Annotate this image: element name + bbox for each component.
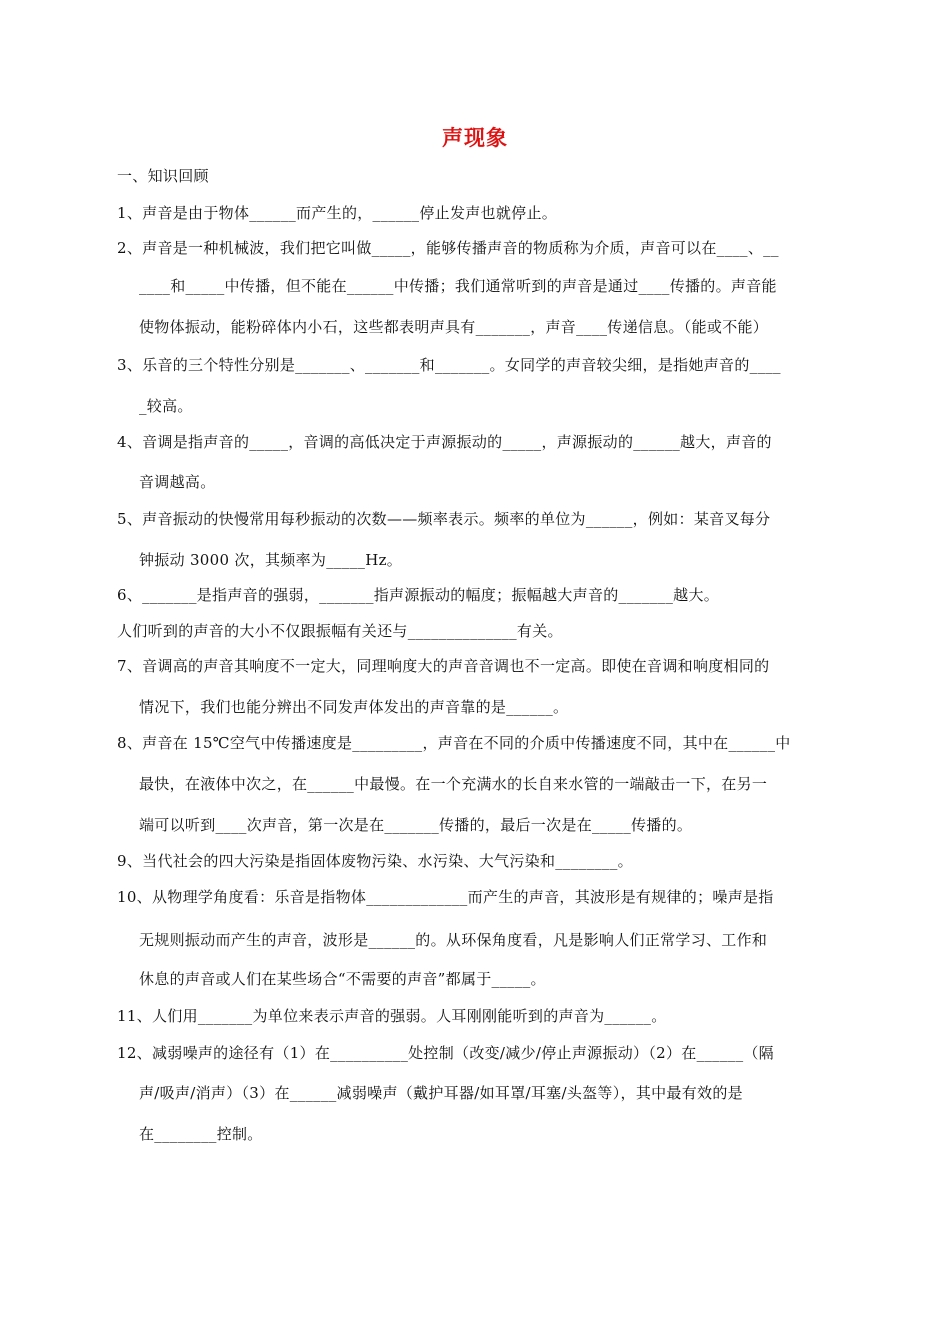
question-3-line-2: _较高。	[139, 397, 193, 415]
question-5-line-1: 5、声音振动的快慢常用每秒振动的次数——频率表示。频率的单位为______，例如：某音叉每分	[117, 510, 771, 528]
question-8-line-3: 端可以听到____次声音，第一次是在_______传播的，最后一次是在_____传播的。	[139, 816, 693, 834]
question-12-line-1: 12、减弱噪声的途径有（1）在__________处控制（改变/减少/停止声源振动）（2）在______（隔	[117, 1044, 774, 1062]
question-7-line-2: 情况下，我们也能分辨出不同发声体发出的声音靠的是______。	[139, 698, 569, 716]
question-2-line-1: 2、声音是一种机械波，我们把它叫做_____，能够传播声音的物质称为介质，声音可以在____、__	[117, 239, 779, 257]
question-12-line-2: 声/吸声/消声）（3）在______减弱噪声（戴护耳器/如耳罩/耳塞/头盔等），其中最有效的是	[139, 1084, 743, 1102]
question-2-line-2: ____和_____中传播，但不能在______中传播；我们通常听到的声音是通过____传播的。声音能	[139, 277, 777, 295]
question-4-line-1: 4、音调是指声音的_____，音调的高低决定于声源振动的_____，声源振动的______越大，声音的	[117, 433, 772, 451]
section-heading: 一、知识回顾	[117, 167, 209, 185]
question-4-line-2: 音调越高。	[139, 473, 216, 491]
question-6-line-1: 6、_______是指声音的强弱，_______指声源振动的幅度；振幅越大声音的_______越大。	[117, 586, 720, 604]
question-10-line-1: 10、从物理学角度看：乐音是指物体_____________而产生的声音，其波形是有规律的；噪声是指	[117, 888, 774, 906]
question-8-line-2: 最快，在液体中次之，在______中最慢。在一个充满水的长自来水管的一端敲击一下，在另一	[139, 775, 768, 793]
question-2-line-3: 使物体振动，能粉碎体内小石，这些都表明声具有_______，声音____传递信息。（能或不能）	[139, 318, 769, 336]
question-9-line-1: 9、当代社会的四大污染是指固体废物污染、水污染、大气污染和________。	[117, 852, 633, 870]
question-7-line-1: 7、音调高的声音其响度不一定大，同理响度大的声音音调也不一定高。即使在音调和响度相同的	[117, 657, 770, 675]
question-6-line-2: 人们听到的声音的大小不仅跟振幅有关还与______________有关。	[117, 622, 563, 640]
question-8-line-1: 8、声音在 15℃空气中传播速度是_________，声音在不同的介质中传播速度不同，其中在______中	[117, 734, 791, 752]
question-1-line-1: 1、声音是由于物体______而产生的，______停止发声也就停止。	[117, 204, 558, 222]
question-3-line-1: 3、乐音的三个特性分别是_______、_______和_______。女同学的声音较尖细，是指她声音的____	[117, 356, 781, 374]
document-title: 声现象	[442, 126, 508, 150]
question-12-line-3: 在________控制。	[139, 1125, 263, 1143]
question-5-line-2: 钟振动 3000 次，其频率为_____Hz。	[139, 551, 403, 569]
question-10-line-2: 无规则振动而产生的声音，波形是______的。从环保角度看，凡是影响人们正常学习、工作和	[139, 931, 768, 949]
question-11-line-1: 11、人们用_______为单位来表示声音的强弱。人耳刚刚能听到的声音为______。	[117, 1007, 667, 1025]
question-10-line-3: 休息的声音或人们在某些场合“不需要的声音”都属于_____。	[139, 970, 546, 988]
